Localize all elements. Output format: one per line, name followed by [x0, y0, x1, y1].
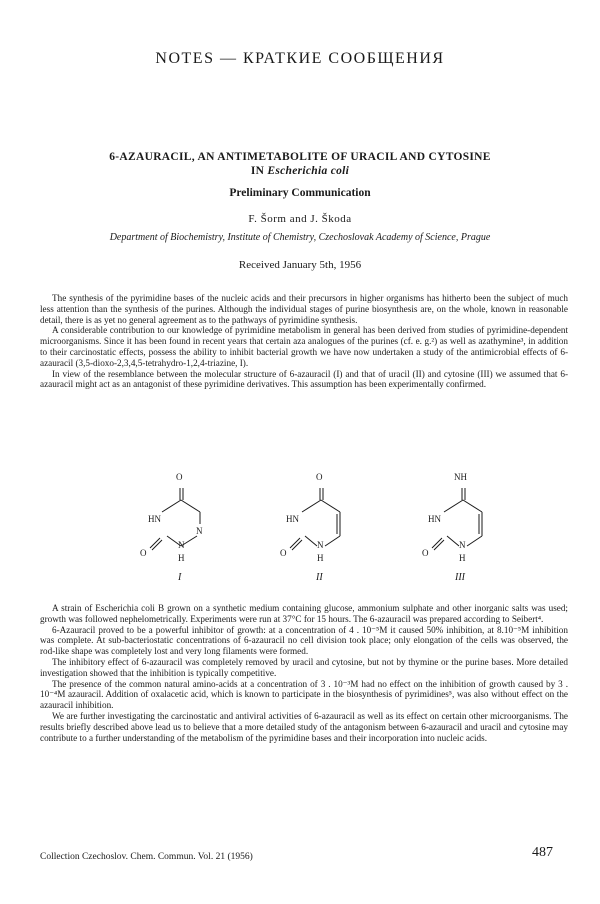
atom-hn: HN	[286, 514, 299, 524]
body-paragraph: A strain of Escherichia coli B grown on a synthetic medium containing glucose, ammonium sulphate and other inorganic salts was used; growth was followed nephelometrically. Experiments were run at 37°C for 15 hours. The 6-azauracil was prepared according to Seibert⁴.	[40, 603, 568, 624]
atom-o: O	[316, 472, 323, 482]
atom-o: O	[140, 548, 147, 558]
atom-hn: HN	[428, 514, 441, 524]
atom-n: N	[459, 540, 466, 550]
body-paragraph: The presence of the common natural amino-acids at a concentration of 3 . 10⁻³M had no effect on the inhibition of growth caused by 3 . 10⁻⁴M azauracil. Addition of oxalacetic acid, which is known to participate in the biosynthesis of pyrimidines⁵, was also without effect on the azauracil inhibition.	[40, 678, 568, 711]
body-paragraph: 6-Azauracil proved to be a powerful inhibitor of growth: at a concentration of 4 . 10⁻⁵M it caused 50% inhibition, at 8.10⁻⁵M inhibition was complete. At sub-bacteriostatic concentrations of 6-azauracil no cell division took place; only elongation of the cells was observed, the rod-like shape was completely lost and very long filaments were formed.	[40, 624, 568, 657]
atom-hn: HN	[148, 514, 161, 524]
section-header: NOTES — КРАТКИЕ СООБЩЕНИЯ	[155, 50, 445, 67]
article-subtitle: Preliminary Communication	[229, 187, 371, 199]
intro-paragraph: The synthesis of the pyrimidine bases of the nucleic acids and their precursors in higher organisms has hitherto been the subject of much less attention than the synthesis of the purines. Although the individual stages of purine biosynthesis are, on the whole, known in reasonable detail, there is as yet no general agreement as to the pathways of pyrimidine synthesis.	[40, 293, 568, 325]
atom-n: N	[196, 526, 203, 536]
atom-h: H	[459, 553, 466, 563]
atom-o: O	[422, 548, 429, 558]
label-ii: II	[316, 572, 323, 583]
intro-paragraph: A considerable contribution to our knowledge of pyrimidine metabolism in general has been derived from studies of pyrimidine-dependent microorganisms. Since it has been found in recent years that certain aza analogues of the purines (cf. e. g.²) as well as azathymine³, in addition to their carcinostatic effects, possess the ability to inhibit bacterial growth we have now undertaken a study of the antimicrobial effects of 6-azauracil (3,5-dioxo-2,3,4,5-tetrahydro-1,2,4-triazine, I).	[40, 325, 568, 368]
page-number: 487	[532, 845, 553, 860]
atom-n: N	[317, 540, 324, 550]
structure-diagram	[110, 468, 510, 588]
label-i: I	[178, 572, 182, 583]
intro-text	[40, 293, 568, 390]
title-prefix: IN	[250, 165, 268, 177]
atom-nh: NH	[454, 472, 467, 482]
chemical-structures	[110, 468, 510, 588]
body-paragraph: We are further investigating the carcinostatic and antiviral activities of 6-azauracil as well as its effect on certain other microorganisms. The results briefly described above lead us to believe that a more detailed study of the antagonism between 6-azauracil and uracil and cytosine may contribute to a further understanding of the metabolism of the pyrimidine bases and their incorporation into nucleic acids.	[40, 710, 568, 743]
atom-h: H	[178, 553, 185, 563]
label-iii: III	[455, 572, 465, 583]
body-text	[40, 603, 568, 743]
atom-o: O	[280, 548, 287, 558]
journal-citation: Collection Czechoslov. Chem. Commun. Vol. 21 (1956)	[40, 852, 253, 862]
title-line-1: 6-AZAURACIL, AN ANTIMETABOLITE OF URACIL AND CYTOSINE	[109, 151, 491, 163]
article-title	[40, 150, 560, 178]
authors: F. Šorm and J. Škoda	[248, 213, 352, 225]
atom-n: N	[178, 540, 185, 550]
affiliation: Department of Biochemistry, Institute of Chemistry, Czechoslovak Academy of Science, Prague	[109, 232, 491, 243]
received-date: Received January 5th, 1956	[238, 259, 362, 271]
title-line-2	[40, 164, 560, 178]
atom-o: O	[176, 472, 183, 482]
title-organism: Escherichia coli	[267, 165, 350, 177]
atom-h: H	[317, 553, 324, 563]
intro-paragraph: In view of the resemblance between the molecular structure of 6-azauracil (I) and that of uracil (II) and cytosine (III) we assumed that 6-azauracil might act as an antagonist of these pyrimidine derivatives. This assumption has been experimentally confirmed.	[40, 368, 568, 390]
body-paragraph: The inhibitory effect of 6-azauracil was completely removed by uracil and cytosine, but not by thymine or the purine bases. More detailed investigation showed that the inhibition is typically competitive.	[40, 656, 568, 678]
